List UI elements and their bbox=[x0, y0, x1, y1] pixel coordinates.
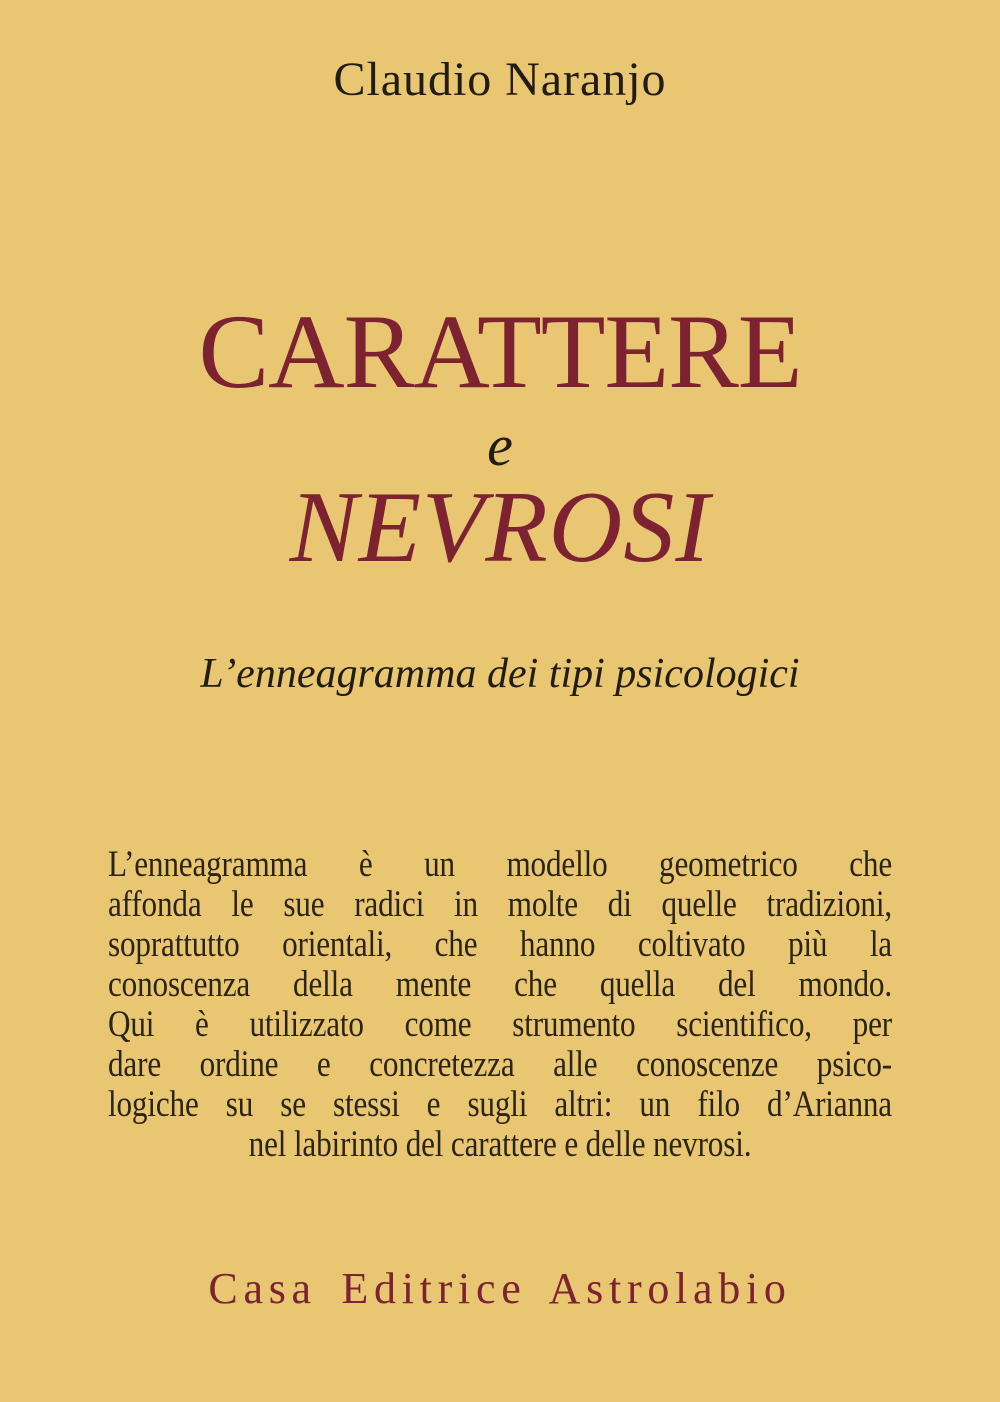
author-name: Claudio Naranjo bbox=[333, 53, 667, 106]
title-conjunction: e bbox=[487, 413, 513, 478]
back-blurb-paragraph bbox=[108, 845, 892, 1165]
blurb-line: affonda le sue radici in molte di quelle tradizioni, bbox=[108, 884, 892, 925]
blurb-line: L’enneagramma è un modello geometrico che bbox=[108, 844, 892, 885]
title-italic: NEVROSI bbox=[289, 471, 711, 584]
subtitle: L’enneagramma dei tipi psicologici bbox=[200, 651, 800, 697]
title-main: CARATTERE bbox=[198, 293, 802, 410]
publisher-name: Casa Editrice Astrolabio bbox=[208, 1264, 792, 1313]
blurb-line: nel labirinto del carattere e delle nevrosi. bbox=[248, 1124, 752, 1165]
blurb-line: Qui è utilizzato come strumento scientifico, per bbox=[108, 1004, 892, 1045]
blurb-line: conoscenza della mente che quella del mondo. bbox=[108, 964, 892, 1005]
blurb-line: dare ordine e concretezza alle conoscenze psico- bbox=[108, 1044, 892, 1085]
blurb-line: logiche su se stessi e sugli altri: un filo d’Arianna bbox=[108, 1084, 892, 1125]
blurb-line: soprattutto orientali, che hanno coltivato più la bbox=[108, 924, 892, 965]
